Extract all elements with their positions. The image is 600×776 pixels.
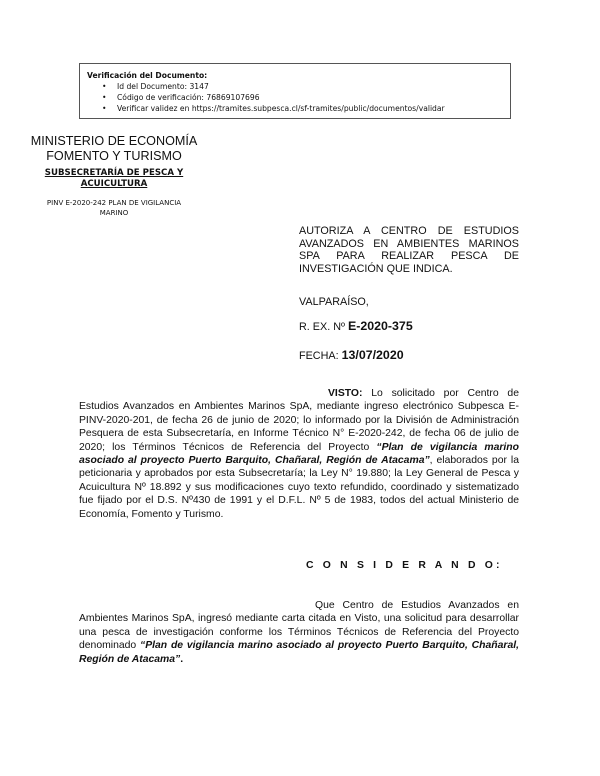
verification-code: • Código de verificación: 76869107696: [117, 92, 504, 103]
fecha-label: FECHA:: [299, 350, 342, 362]
subsecretaria-line-1: SUBSECRETARÍA DE PESCA Y: [44, 168, 184, 178]
pinv-reference: [30, 198, 198, 218]
visto-text-1: Lo solicitado por Centro de Estudios Avanzados en Ambientes Marinos SpA, mediante ingreso electrónico Subpesca E-PINV-2020-201, de fecha 26 de junio de 2020; lo informado por la División de Administración Pesquera de esta Subsecretaría, en Informe Técnico N° E-2020-242, de fecha 06 de julio de 2020; los Términos Técnicos de Referencia del Proyecto: [79, 388, 519, 453]
rex-label: R. EX. Nº: [299, 321, 348, 333]
resolution-date: [299, 348, 404, 362]
pinv-line-2: MARINO: [99, 209, 129, 217]
verification-box: [79, 63, 511, 119]
city-line: VALPARAÍSO,: [299, 296, 369, 308]
verification-id: • Id del Documento: 3147: [117, 81, 504, 92]
verification-title: Verificación del Documento:: [87, 71, 208, 80]
visto-label: VISTO:: [328, 388, 363, 399]
rex-number: E-2020-375: [347, 319, 413, 333]
verification-link[interactable]: • Verificar validez en https://tramites.subpesca.cl/sf-tramites/public/documentos/validar: [117, 103, 504, 114]
visto-project-name: “Plan de vigilancia marino asociado al proyecto Puerto Barquito, Chañaral, Región de Atacama”: [79, 441, 519, 467]
resolution-number: [299, 319, 413, 333]
verification-list: [87, 81, 504, 114]
visto-paragraph: [79, 387, 519, 521]
subsecretaria-name: [30, 168, 198, 190]
fecha-value: 13/07/2020: [341, 348, 404, 362]
considerando-paragraph: [79, 599, 519, 666]
ministry-line-2: FOMENTO Y TURISMO: [46, 149, 182, 163]
visto-text-2: , elaborados por la peticionaria y aprobados por esta Subsecretaría; la Ley N° 19.880; la Ley General de Pesca y Acuicultura Nº 18.892 y sus modificaciones cuyo texto refundido, coordinado y sistematizado fue fijado por el D.S. Nº430 de 1991 y el D.F.L. Nº 5 de 1983, todos del actual Ministerio de Economía, Fomento y Turismo.: [79, 455, 519, 520]
ministry-line-1: MINISTERIO DE ECONOMÍA: [30, 134, 198, 148]
considerando-heading: C O N S I D E R A N D O:: [306, 560, 503, 571]
considerando-text-2: .: [180, 653, 184, 665]
pinv-line-1: PINV E-2020-242 PLAN DE VIGILANCIA: [46, 199, 182, 207]
subsecretaria-line-2: ACUICULTURA: [80, 179, 148, 189]
resolution-subject: AUTORIZA A CENTRO DE ESTUDIOS AVANZADOS EN AMBIENTES MARINOS SPA PARA REALIZAR PESCA DE INVESTIGACIÓN QUE INDICA.: [299, 225, 519, 275]
considerando-project-name: “Plan de vigilancia marino asociado al proyecto Puerto Barquito, Chañaral, Región de Atacama”: [79, 640, 519, 665]
considerando-text-1: Que Centro de Estudios Avanzados en Ambientes Marinos SpA, ingresó mediante carta citada en Visto, una solicitud para desarrollar una pesca de investigación conforme los Términos Técnicos de Referencia del Proyecto denominado: [79, 600, 519, 652]
ministry-name: [30, 134, 198, 164]
